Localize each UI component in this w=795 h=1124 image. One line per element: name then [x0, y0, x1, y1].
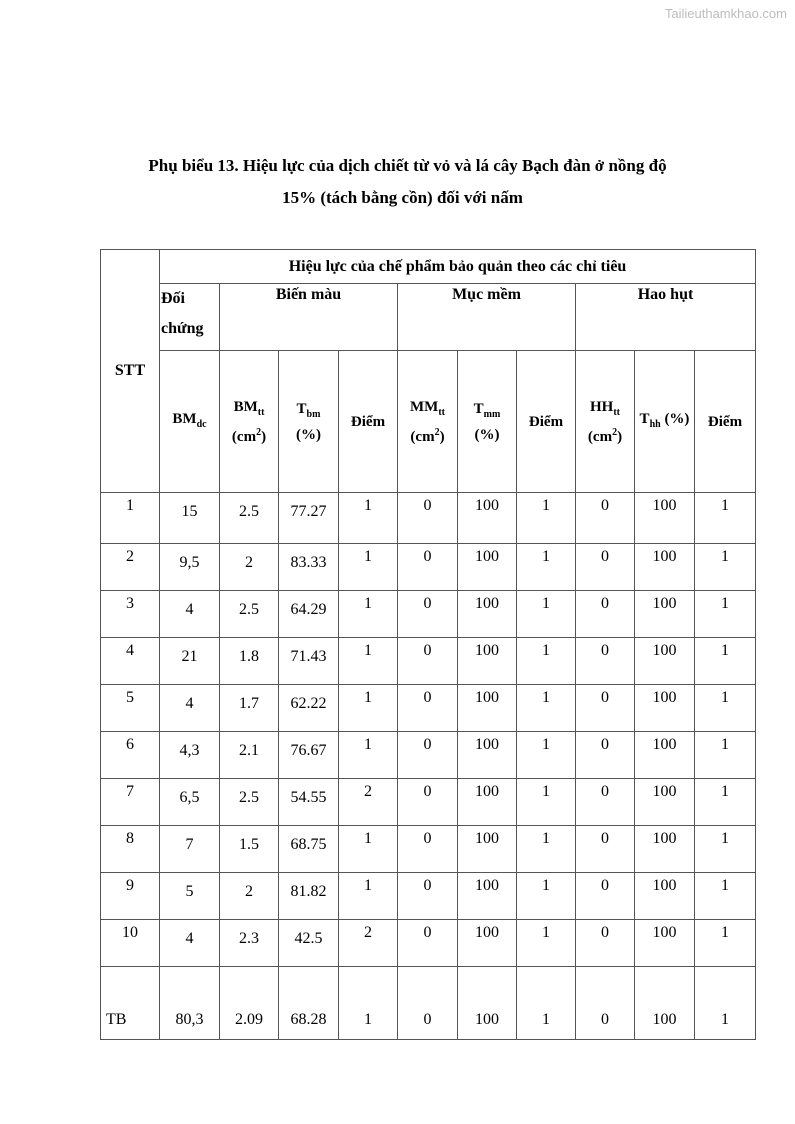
table-row	[101, 638, 756, 685]
table-cell: 0	[398, 732, 458, 779]
table-cell: 77.27	[279, 493, 339, 544]
results-table	[100, 249, 756, 1040]
diem-soft-header: Điểm	[517, 351, 576, 493]
stt-header: STT	[101, 250, 160, 493]
table-row	[101, 591, 756, 638]
table-cell: 1	[339, 685, 398, 732]
table-cell: 1	[517, 638, 576, 685]
t-mm-header: $T_{mm}$ (%)	[458, 351, 517, 493]
total-cell: 100	[635, 967, 695, 1040]
table-cell: 5	[160, 873, 220, 920]
total-cell: TB	[101, 967, 160, 1040]
table-cell: 100	[635, 826, 695, 873]
table-cell: 1	[517, 591, 576, 638]
table-cell: 7	[160, 826, 220, 873]
table-cell: 1	[695, 920, 756, 967]
table-cell: 1.7	[220, 685, 279, 732]
hh-tt-header: $HH_{tt}$ $(cm^2)$	[576, 351, 635, 493]
table-cell: 100	[635, 920, 695, 967]
table-cell: 1	[339, 591, 398, 638]
table-cell: 10	[101, 920, 160, 967]
table-cell: 68.75	[279, 826, 339, 873]
table-cell: 6	[101, 732, 160, 779]
table-cell: 1	[339, 732, 398, 779]
table-cell: 100	[635, 591, 695, 638]
table-cell: 5	[101, 685, 160, 732]
table-cell: 0	[398, 544, 458, 591]
table-cell: 4	[101, 638, 160, 685]
table-cell: 1	[101, 493, 160, 544]
table-cell: 15	[160, 493, 220, 544]
table-cell: 9,5	[160, 544, 220, 591]
table-cell: 1	[517, 685, 576, 732]
table-row	[101, 732, 756, 779]
table-cell: 0	[576, 591, 635, 638]
table-cell: 54.55	[279, 779, 339, 826]
table-cell: 100	[458, 873, 517, 920]
table-cell: 2	[220, 873, 279, 920]
table-cell: 100	[635, 685, 695, 732]
table-cell: 2	[339, 779, 398, 826]
table-cell: 62.22	[279, 685, 339, 732]
table-cell: 0	[576, 685, 635, 732]
table-cell: 1.5	[220, 826, 279, 873]
table-cell: 1	[517, 873, 576, 920]
loss-group-header: Hao hụt	[576, 284, 756, 351]
table-cell: 1	[517, 493, 576, 544]
table-cell: 81.82	[279, 873, 339, 920]
table-cell: 1.8	[220, 638, 279, 685]
table-cell: 0	[398, 826, 458, 873]
table-cell: 2.5	[220, 779, 279, 826]
control-header: Đối chứng	[160, 284, 220, 351]
table-cell: 4	[160, 591, 220, 638]
table-cell: 100	[458, 638, 517, 685]
table-cell: 1	[517, 544, 576, 591]
table-cell: 1	[695, 493, 756, 544]
table-cell: 0	[398, 493, 458, 544]
table-cell: 3	[101, 591, 160, 638]
mm-tt-header: $MM_{tt}$ $(cm^2)$	[398, 351, 458, 493]
bm-dc-header: $BM_{dc}$	[160, 351, 220, 493]
table-cell: 0	[576, 826, 635, 873]
table-row	[101, 544, 756, 591]
table-cell: 100	[458, 920, 517, 967]
table-cell: 1	[339, 873, 398, 920]
table-cell: 0	[398, 920, 458, 967]
table-cell: 0	[576, 544, 635, 591]
table-cell: 76.67	[279, 732, 339, 779]
table-cell: 4,3	[160, 732, 220, 779]
table-cell: 1	[695, 732, 756, 779]
table-cell: 2	[101, 544, 160, 591]
table-cell: 0	[576, 493, 635, 544]
table-cell: 2	[339, 920, 398, 967]
table-cell: 83.33	[279, 544, 339, 591]
data-rows	[101, 493, 756, 967]
table-cell: 1	[339, 544, 398, 591]
table-cell: 2.5	[220, 493, 279, 544]
table-cell: 1	[695, 544, 756, 591]
table-row	[101, 873, 756, 920]
table-cell: 2.1	[220, 732, 279, 779]
table-cell: 6,5	[160, 779, 220, 826]
total-cell: 0	[398, 967, 458, 1040]
bm-tt-header: $BM_{tt}$ $(cm^2)$	[220, 351, 279, 493]
diem-loss-header: Điểm	[695, 351, 756, 493]
table-cell: 100	[458, 685, 517, 732]
table-cell: 1	[339, 493, 398, 544]
table-cell: 2	[220, 544, 279, 591]
table-cell: 1	[517, 920, 576, 967]
total-row	[101, 967, 756, 1040]
table-cell: 71.43	[279, 638, 339, 685]
table-cell: 0	[398, 638, 458, 685]
table-cell: 100	[635, 544, 695, 591]
table-cell: 0	[576, 920, 635, 967]
title-line-2: 15% (tách bằng cồn) đối với nấm	[282, 188, 523, 207]
table-cell: 1	[695, 826, 756, 873]
table-cell: 100	[635, 873, 695, 920]
total-cell: 1	[339, 967, 398, 1040]
table-cell: 0	[576, 732, 635, 779]
color-group-header: Biến màu	[220, 284, 398, 351]
total-cell: 80,3	[160, 967, 220, 1040]
table-cell: 9	[101, 873, 160, 920]
table-cell: 0	[576, 873, 635, 920]
table-cell: 1	[517, 732, 576, 779]
table-cell: 100	[458, 493, 517, 544]
t-hh-header: $T_{hh}$ (%)	[635, 351, 695, 493]
t-bm-header: $T_{bm}$ (%)	[279, 351, 339, 493]
table-row	[101, 920, 756, 967]
table-cell: 21	[160, 638, 220, 685]
total-cell: 0	[576, 967, 635, 1040]
table-cell: 0	[576, 638, 635, 685]
title-line-1: Phụ biểu 13. Hiệu lực của dịch chiết từ vỏ và lá cây Bạch đàn ở nồng độ	[148, 156, 667, 175]
diem-color-header: Điểm	[339, 351, 398, 493]
table-row	[101, 493, 756, 544]
total-cell: 100	[458, 967, 517, 1040]
table-cell: 1	[695, 591, 756, 638]
table-cell: 4	[160, 920, 220, 967]
total-cell: 68.28	[279, 967, 339, 1040]
table-row	[101, 685, 756, 732]
table-cell: 100	[458, 591, 517, 638]
main-header: Hiệu lực của chế phẩm bảo quản theo các chỉ tiêu	[160, 250, 756, 284]
total-cell: 1	[695, 967, 756, 1040]
table-cell: 0	[398, 685, 458, 732]
watermark: Tailieuthamkhao.com	[664, 6, 787, 21]
table-cell: 100	[458, 826, 517, 873]
table-cell: 1	[695, 685, 756, 732]
table-cell: 1	[339, 638, 398, 685]
table-cell: 100	[635, 638, 695, 685]
table-cell: 2.5	[220, 591, 279, 638]
table-cell: 100	[635, 493, 695, 544]
table-cell: 100	[635, 732, 695, 779]
table-cell: 64.29	[279, 591, 339, 638]
table-cell: 1	[517, 779, 576, 826]
page-title	[0, 150, 795, 214]
table-cell: 100	[458, 732, 517, 779]
table-cell: 100	[635, 779, 695, 826]
table-cell: 2.3	[220, 920, 279, 967]
soft-group-header: Mục mềm	[398, 284, 576, 351]
table-cell: 0	[576, 779, 635, 826]
table-cell: 7	[101, 779, 160, 826]
table-cell: 0	[398, 591, 458, 638]
table-cell: 1	[339, 826, 398, 873]
table-cell: 0	[398, 779, 458, 826]
total-cell: 1	[517, 967, 576, 1040]
table-cell: 1	[695, 779, 756, 826]
table-cell: 42.5	[279, 920, 339, 967]
table-cell: 100	[458, 544, 517, 591]
table-row	[101, 779, 756, 826]
table-row	[101, 826, 756, 873]
table-cell: 1	[517, 826, 576, 873]
total-cell: 2.09	[220, 967, 279, 1040]
table-cell: 4	[160, 685, 220, 732]
table-cell: 8	[101, 826, 160, 873]
table-cell: 1	[695, 873, 756, 920]
table-cell: 1	[695, 638, 756, 685]
table-cell: 100	[458, 779, 517, 826]
table-cell: 0	[398, 873, 458, 920]
